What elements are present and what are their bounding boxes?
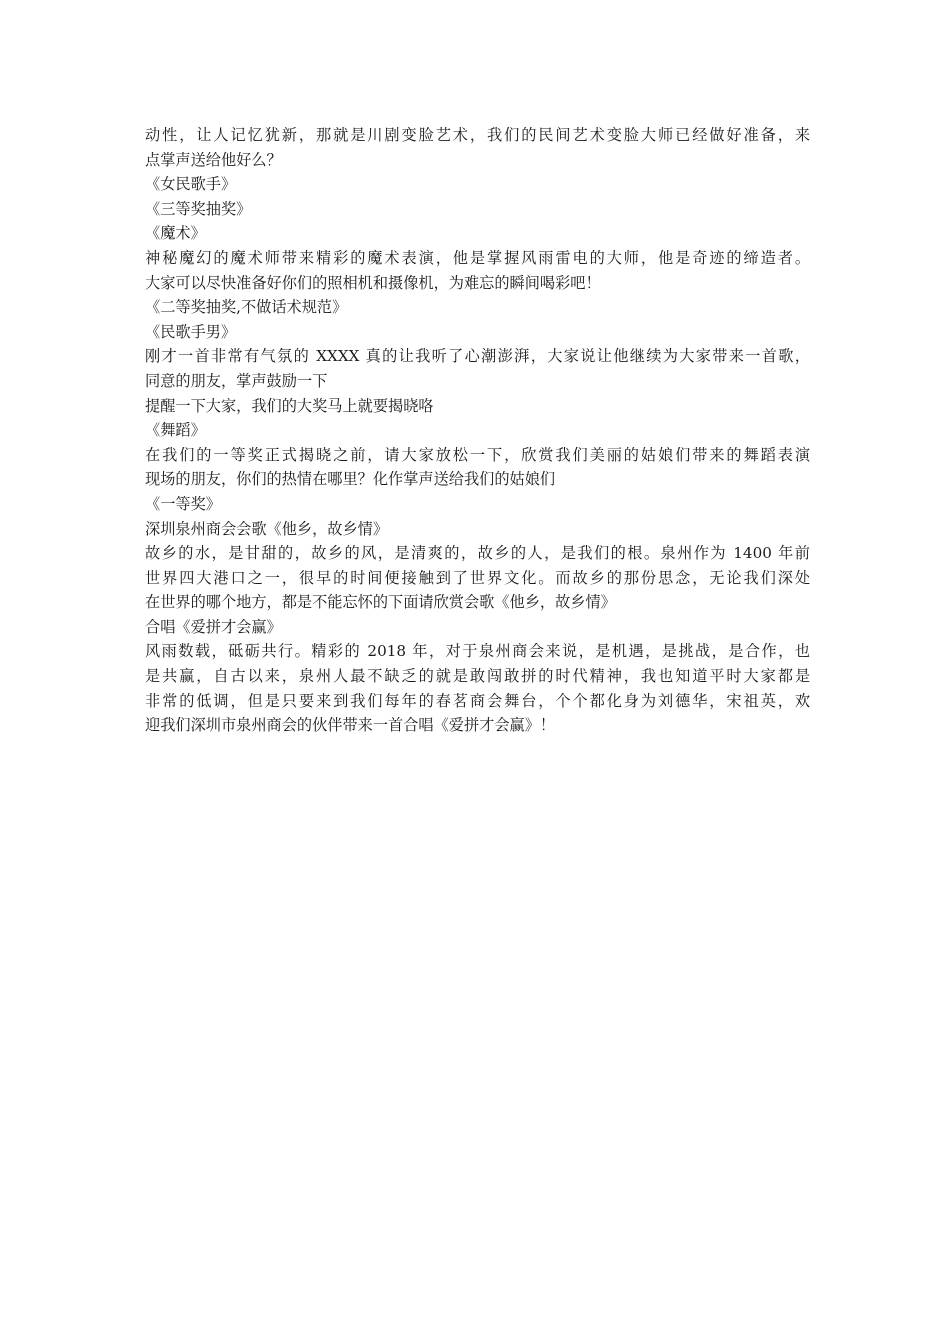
text-line: 风雨数载，砥砺共行。精彩的 2018 年，对于泉州商会来说，是机遇，是挑战，是合作，也 [145,642,810,661]
section-heading: 《一等奖》 [145,494,221,513]
text-line: 是共赢，自古以来，泉州人最不缺乏的就是敢闯敢拼的时代精神，我也知道平时大家都是 [145,667,810,686]
document-page [145,123,810,738]
text-line: 同意的朋友，掌声鼓励一下 [145,371,328,390]
section-heading: 合唱《爱拼才会赢》 [145,617,282,636]
section-heading: 《二等奖抽奖,不做话术规范》 [145,298,348,317]
text-line: 在我们的一等奖正式揭晓之前，请大家放松一下，欣赏我们美丽的姑娘们带来的舞蹈表演 [145,445,810,464]
text-line: 在世界的哪个地方，都是不能忘怀的下面请欣赏会歌《他乡，故乡情》 [145,593,616,612]
text-line: 非常的低调，但是只要来到我们每年的春茗商会舞台，个个都化身为刘德华，宋祖英，欢 [145,691,810,710]
text-line: 提醒一下大家，我们的大奖马上就要揭晓咯 [145,396,434,415]
text-line: 神秘魔幻的魔术师带来精彩的魔术表演，他是掌握风雨雷电的大师，他是奇迹的缔造者。 [145,248,810,267]
text-line: 迎我们深圳市泉州商会的伙伴带来一首合唱《爱拼才会赢》！ [145,716,556,735]
text-line: 故乡的水，是甘甜的，故乡的风，是清爽的，故乡的人，是我们的根。泉州作为 1400 年前 [145,544,810,563]
section-heading: 《民歌手男》 [145,322,237,341]
section-heading: 《魔术》 [145,224,206,243]
text-line: 动性，让人记忆犹新，那就是川剧变脸艺术，我们的民间艺术变脸大师已经做好准备，来 [145,126,810,144]
text-line: 现场的朋友，你们的热情在哪里？化作掌声送给我们的姑娘们 [145,470,556,489]
text-line: 大家可以尽快准备好你们的照相机和摄像机，为难忘的瞬间喝彩吧！ [145,273,601,292]
section-heading: 《舞蹈》 [145,421,206,440]
text-line: 点掌声送给他好么？ [145,150,282,169]
section-heading: 深圳泉州商会会歌《他乡，故乡情》 [145,519,388,538]
text-line: 刚才一首非常有气氛的 XXXX 真的让我听了心潮澎湃，大家说让他继续为大家带来一首歌， [145,347,810,366]
text-line: 世界四大港口之一，很早的时间便接触到了世界文化。而故乡的那份思念，无论我们深处 [145,568,810,587]
section-heading: 《三等奖抽奖》 [145,199,252,218]
section-heading: 《女民歌手》 [145,175,237,194]
